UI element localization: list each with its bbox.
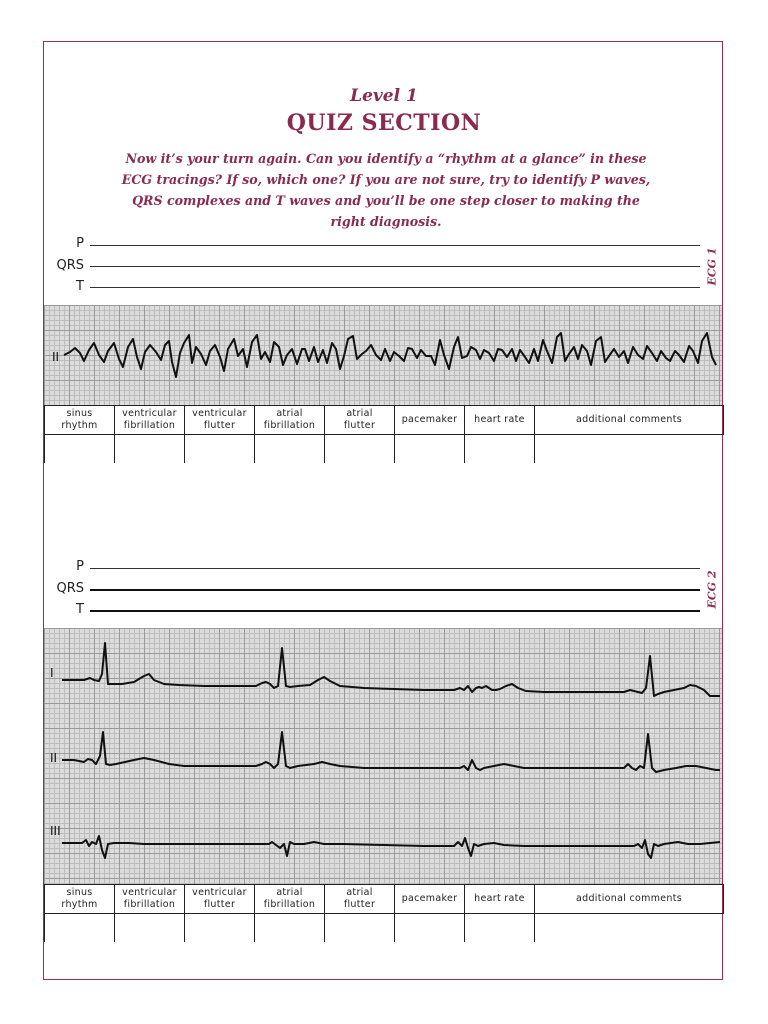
answer-cell-heart-rate[interactable] bbox=[465, 914, 535, 943]
col-ventricular-flutter: ventricular flutter bbox=[185, 885, 255, 914]
ecg2-lead-label-ii: II bbox=[50, 751, 58, 765]
col-ventricular-flutter: ventricular flutter bbox=[185, 406, 255, 435]
p-wave-label: P bbox=[76, 236, 84, 251]
answer-cell-additional-comments[interactable] bbox=[535, 914, 724, 943]
answer-cell-additional-comments[interactable] bbox=[535, 435, 724, 464]
col-ventricular-fibrillation: ventricular fibrillation bbox=[115, 885, 185, 914]
ecg2-tag: ECG 2 bbox=[705, 570, 719, 609]
answer-cell-ventricular-flutter[interactable] bbox=[185, 435, 255, 464]
ecg1-lead-label-ii: II bbox=[52, 350, 60, 364]
col-heart-rate: heart rate bbox=[465, 406, 535, 435]
col-pacemaker: pacemaker bbox=[395, 885, 465, 914]
answer-cell-pacemaker[interactable] bbox=[395, 914, 465, 943]
answer-cell-atrial-flutter[interactable] bbox=[325, 435, 395, 464]
p-wave-answer-line[interactable] bbox=[90, 568, 700, 569]
page-title: QUIZ SECTION bbox=[286, 110, 482, 136]
qrs-answer-line[interactable] bbox=[90, 589, 700, 591]
col-heart-rate: heart rate bbox=[465, 885, 535, 914]
t-wave-label: T bbox=[76, 279, 84, 294]
ecg1-tracing bbox=[44, 305, 722, 405]
col-atrial-fibrillation: atrial fibrillation bbox=[255, 406, 325, 435]
col-additional-comments: additional comments bbox=[535, 885, 724, 914]
level-heading: Level 1 bbox=[350, 86, 418, 106]
ecg2-lead-label-iii: III bbox=[50, 824, 61, 838]
answer-cell-atrial-flutter[interactable] bbox=[325, 914, 395, 943]
col-atrial-fibrillation: atrial fibrillation bbox=[255, 885, 325, 914]
answer-cell-ventricular-flutter[interactable] bbox=[185, 914, 255, 943]
qrs-answer-line[interactable] bbox=[90, 266, 700, 267]
ecg2-answer-table bbox=[44, 884, 724, 942]
answer-cell-heart-rate[interactable] bbox=[465, 435, 535, 464]
p-wave-answer-line[interactable] bbox=[90, 245, 700, 246]
col-atrial-flutter: atrial flutter bbox=[325, 885, 395, 914]
ecg2-lead-iii-trace bbox=[62, 836, 720, 858]
col-sinus-rhythm: sinus rhythm bbox=[45, 885, 115, 914]
col-ventricular-fibrillation: ventricular fibrillation bbox=[115, 406, 185, 435]
p-wave-label: P bbox=[76, 559, 84, 574]
ecg1-tag: ECG 1 bbox=[705, 247, 719, 286]
ecg1-answer-table bbox=[44, 405, 724, 463]
answer-cell-sinus-rhythm[interactable] bbox=[45, 914, 115, 943]
answer-cell-pacemaker[interactable] bbox=[395, 435, 465, 464]
t-wave-label: T bbox=[76, 602, 84, 617]
answer-cell-ventricular-fibrillation[interactable] bbox=[115, 914, 185, 943]
answer-cell-sinus-rhythm[interactable] bbox=[45, 435, 115, 464]
col-pacemaker: pacemaker bbox=[395, 406, 465, 435]
ecg2-lead-i-trace bbox=[62, 643, 720, 696]
ecg2-lead-label-i: I bbox=[50, 666, 54, 680]
col-sinus-rhythm: sinus rhythm bbox=[45, 406, 115, 435]
answer-cell-atrial-fibrillation[interactable] bbox=[255, 914, 325, 943]
answer-cell-ventricular-fibrillation[interactable] bbox=[115, 435, 185, 464]
col-atrial-flutter: atrial flutter bbox=[325, 406, 395, 435]
qrs-label: QRS bbox=[56, 258, 84, 273]
ecg2-strip bbox=[44, 628, 722, 884]
answer-cell-atrial-fibrillation[interactable] bbox=[255, 435, 325, 464]
col-additional-comments: additional comments bbox=[535, 406, 724, 435]
ecg2-lead-ii-trace bbox=[62, 732, 720, 772]
ecg1-strip bbox=[44, 305, 722, 405]
t-wave-answer-line[interactable] bbox=[90, 610, 700, 612]
qrs-label: QRS bbox=[56, 581, 84, 596]
instructions-text: Now it’s your turn again. Can you identify a “rhythm at a glance” in these ECG tracings? If so, which one? If you are not sure, try to identify P waves, QRS complexes and T waves and you’ll be one step closer to making the right diagnosis. bbox=[121, 151, 651, 229]
t-wave-answer-line[interactable] bbox=[90, 287, 700, 288]
ecg2-tracing bbox=[44, 628, 722, 884]
